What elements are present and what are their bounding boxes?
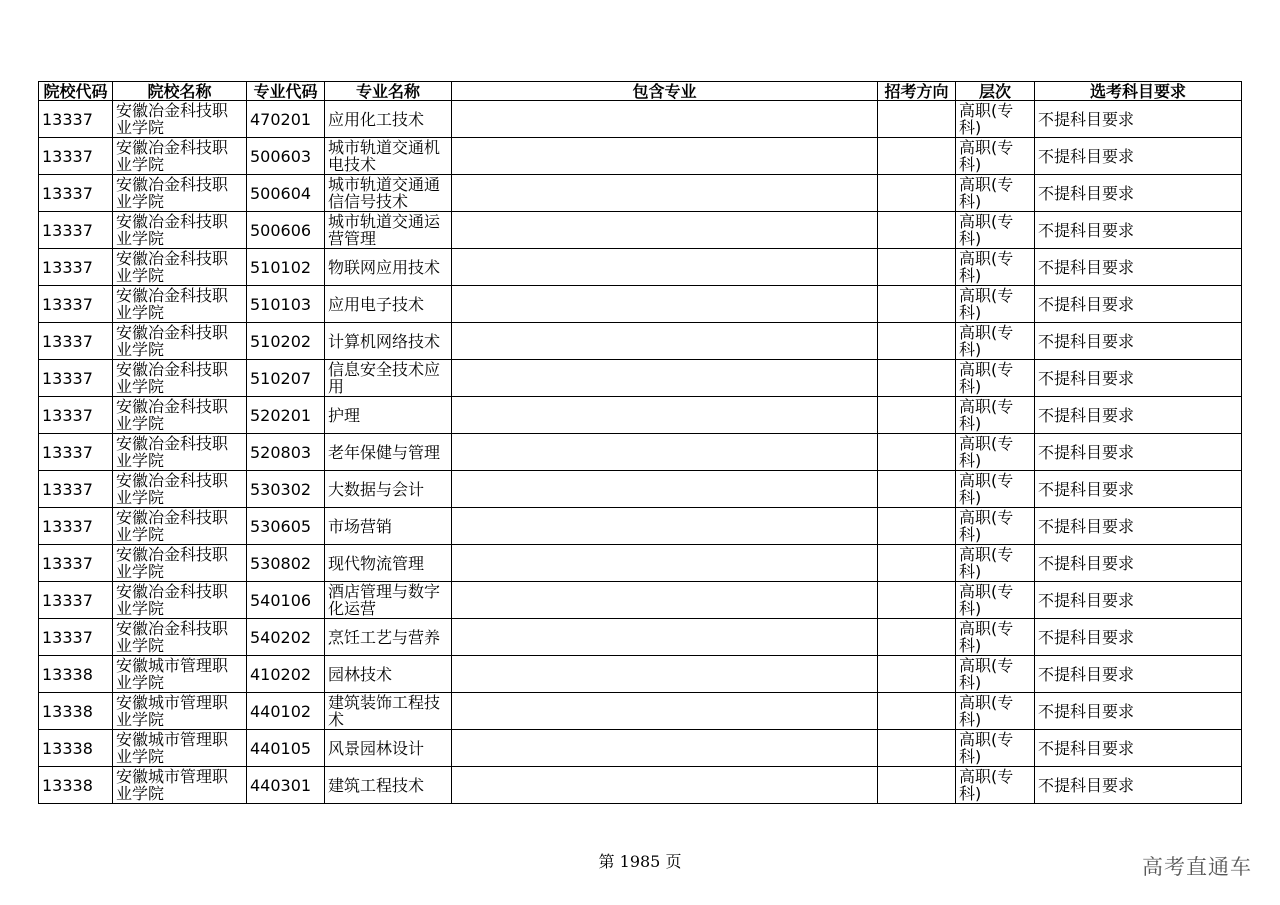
table-row [39,582,1242,619]
cell-included-majors [452,656,878,693]
cell-included-majors [452,693,878,730]
cell-major-name: 建筑工程技术 [325,767,452,804]
cell-major-code: 510202 [247,323,325,360]
cell-subject-requirement: 不提科目要求 [1035,360,1242,397]
cell-school-code: 13337 [39,582,113,619]
cell-school-name: 安徽冶金科技职业学院 [113,323,247,360]
cell-school-name: 安徽冶金科技职业学院 [113,138,247,175]
header-subject-requirement: 选考科目要求 [1035,82,1242,101]
cell-school-name: 安徽冶金科技职业学院 [113,286,247,323]
cell-major-name: 现代物流管理 [325,545,452,582]
cell-direction [878,582,956,619]
cell-included-majors [452,138,878,175]
cell-direction [878,101,956,138]
table-row [39,138,1242,175]
cell-school-name: 安徽城市管理职业学院 [113,693,247,730]
cell-included-majors [452,434,878,471]
cell-subject-requirement: 不提科目要求 [1035,656,1242,693]
cell-major-code: 540202 [247,619,325,656]
cell-major-code: 520201 [247,397,325,434]
cell-major-code: 500603 [247,138,325,175]
cell-direction [878,434,956,471]
cell-direction [878,508,956,545]
cell-major-name: 计算机网络技术 [325,323,452,360]
cell-school-code: 13337 [39,397,113,434]
cell-major-code: 440102 [247,693,325,730]
cell-included-majors [452,767,878,804]
table-row [39,434,1242,471]
cell-major-code: 530302 [247,471,325,508]
cell-school-name: 安徽冶金科技职业学院 [113,471,247,508]
cell-direction [878,767,956,804]
cell-major-name: 城市轨道交通机电技术 [325,138,452,175]
cell-level: 高职(专科) [956,323,1035,360]
header-major-code: 专业代码 [247,82,325,101]
cell-level: 高职(专科) [956,767,1035,804]
cell-level: 高职(专科) [956,212,1035,249]
cell-level: 高职(专科) [956,471,1035,508]
cell-major-code: 470201 [247,101,325,138]
cell-direction [878,656,956,693]
cell-direction [878,730,956,767]
cell-major-code: 510102 [247,249,325,286]
cell-school-code: 13338 [39,767,113,804]
table-row [39,323,1242,360]
cell-major-code: 520803 [247,434,325,471]
cell-school-name: 安徽冶金科技职业学院 [113,360,247,397]
cell-subject-requirement: 不提科目要求 [1035,434,1242,471]
cell-major-code: 440301 [247,767,325,804]
cell-major-name: 老年保健与管理 [325,434,452,471]
cell-subject-requirement: 不提科目要求 [1035,249,1242,286]
cell-subject-requirement: 不提科目要求 [1035,619,1242,656]
cell-school-code: 13337 [39,101,113,138]
cell-school-code: 13337 [39,471,113,508]
cell-school-code: 13337 [39,545,113,582]
cell-included-majors [452,175,878,212]
cell-major-code: 410202 [247,656,325,693]
cell-school-code: 13337 [39,286,113,323]
cell-school-name: 安徽冶金科技职业学院 [113,249,247,286]
cell-school-code: 13337 [39,360,113,397]
table-row [39,360,1242,397]
cell-level: 高职(专科) [956,434,1035,471]
cell-level: 高职(专科) [956,397,1035,434]
cell-subject-requirement: 不提科目要求 [1035,138,1242,175]
cell-level: 高职(专科) [956,582,1035,619]
cell-direction [878,175,956,212]
cell-level: 高职(专科) [956,286,1035,323]
cell-subject-requirement: 不提科目要求 [1035,545,1242,582]
cell-school-name: 安徽冶金科技职业学院 [113,434,247,471]
cell-subject-requirement: 不提科目要求 [1035,397,1242,434]
cell-level: 高职(专科) [956,175,1035,212]
cell-school-code: 13337 [39,323,113,360]
cell-subject-requirement: 不提科目要求 [1035,471,1242,508]
table-row [39,767,1242,804]
table-row [39,693,1242,730]
cell-included-majors [452,286,878,323]
page-number: 第 1985 页 [598,852,682,871]
cell-major-name: 酒店管理与数字化运营 [325,582,452,619]
cell-direction [878,545,956,582]
table-row [39,508,1242,545]
table-row [39,471,1242,508]
cell-major-name: 市场营销 [325,508,452,545]
cell-school-name: 安徽冶金科技职业学院 [113,397,247,434]
table-row [39,212,1242,249]
cell-major-name: 应用电子技术 [325,286,452,323]
cell-included-majors [452,582,878,619]
cell-direction [878,471,956,508]
header-included-majors: 包含专业 [452,82,878,101]
cell-included-majors [452,101,878,138]
cell-subject-requirement: 不提科目要求 [1035,175,1242,212]
cell-level: 高职(专科) [956,693,1035,730]
cell-direction [878,286,956,323]
cell-included-majors [452,545,878,582]
table-row [39,656,1242,693]
cell-school-code: 13337 [39,508,113,545]
cell-level: 高职(专科) [956,249,1035,286]
cell-direction [878,212,956,249]
cell-school-name: 安徽冶金科技职业学院 [113,101,247,138]
cell-subject-requirement: 不提科目要求 [1035,693,1242,730]
cell-school-name: 安徽冶金科技职业学院 [113,582,247,619]
table-row [39,397,1242,434]
cell-school-code: 13338 [39,693,113,730]
header-school-name: 院校名称 [113,82,247,101]
cell-school-code: 13337 [39,249,113,286]
cell-major-name: 城市轨道交通通信信号技术 [325,175,452,212]
cell-school-code: 13338 [39,656,113,693]
cell-subject-requirement: 不提科目要求 [1035,730,1242,767]
cell-direction [878,619,956,656]
cell-major-name: 大数据与会计 [325,471,452,508]
cell-direction [878,323,956,360]
header-row [39,82,1242,101]
cell-included-majors [452,360,878,397]
table-row [39,619,1242,656]
cell-direction [878,138,956,175]
cell-school-code: 13337 [39,212,113,249]
cell-school-name: 安徽城市管理职业学院 [113,767,247,804]
cell-level: 高职(专科) [956,656,1035,693]
header-direction: 招考方向 [878,82,956,101]
cell-included-majors [452,323,878,360]
table-body [39,101,1242,804]
cell-major-name: 护理 [325,397,452,434]
watermark: 高考直通车 [1142,855,1252,879]
table-row [39,175,1242,212]
cell-level: 高职(专科) [956,508,1035,545]
cell-major-code: 440105 [247,730,325,767]
header-major-name: 专业名称 [325,82,452,101]
cell-subject-requirement: 不提科目要求 [1035,101,1242,138]
cell-school-code: 13337 [39,434,113,471]
header-level: 层次 [956,82,1035,101]
cell-major-name: 应用化工技术 [325,101,452,138]
cell-school-name: 安徽冶金科技职业学院 [113,212,247,249]
cell-major-code: 540106 [247,582,325,619]
cell-major-code: 500604 [247,175,325,212]
cell-included-majors [452,397,878,434]
cell-direction [878,693,956,730]
cell-major-name: 风景园林设计 [325,730,452,767]
cell-level: 高职(专科) [956,138,1035,175]
table-row [39,249,1242,286]
cell-major-name: 城市轨道交通运营管理 [325,212,452,249]
cell-school-name: 安徽冶金科技职业学院 [113,619,247,656]
cell-major-code: 510207 [247,360,325,397]
cell-included-majors [452,212,878,249]
cell-school-name: 安徽冶金科技职业学院 [113,175,247,212]
cell-school-code: 13338 [39,730,113,767]
cell-level: 高职(专科) [956,730,1035,767]
cell-level: 高职(专科) [956,619,1035,656]
table-row [39,545,1242,582]
cell-subject-requirement: 不提科目要求 [1035,582,1242,619]
cell-direction [878,360,956,397]
table-row [39,101,1242,138]
cell-major-code: 500606 [247,212,325,249]
cell-major-code: 510103 [247,286,325,323]
cell-major-name: 园林技术 [325,656,452,693]
cell-school-name: 安徽城市管理职业学院 [113,656,247,693]
cell-level: 高职(专科) [956,101,1035,138]
cell-school-code: 13337 [39,619,113,656]
cell-direction [878,249,956,286]
cell-major-name: 信息安全技术应用 [325,360,452,397]
cell-direction [878,397,956,434]
admissions-table [38,81,1242,804]
table-row [39,730,1242,767]
cell-included-majors [452,249,878,286]
cell-school-name: 安徽冶金科技职业学院 [113,508,247,545]
cell-subject-requirement: 不提科目要求 [1035,323,1242,360]
cell-subject-requirement: 不提科目要求 [1035,286,1242,323]
cell-school-code: 13337 [39,138,113,175]
cell-major-code: 530802 [247,545,325,582]
table-row [39,286,1242,323]
cell-school-name: 安徽冶金科技职业学院 [113,545,247,582]
cell-included-majors [452,730,878,767]
cell-included-majors [452,619,878,656]
cell-subject-requirement: 不提科目要求 [1035,212,1242,249]
cell-major-name: 物联网应用技术 [325,249,452,286]
cell-major-code: 530605 [247,508,325,545]
cell-school-name: 安徽城市管理职业学院 [113,730,247,767]
cell-school-code: 13337 [39,175,113,212]
cell-subject-requirement: 不提科目要求 [1035,508,1242,545]
cell-included-majors [452,508,878,545]
cell-level: 高职(专科) [956,545,1035,582]
cell-major-name: 建筑装饰工程技术 [325,693,452,730]
cell-major-name: 烹饪工艺与营养 [325,619,452,656]
cell-level: 高职(专科) [956,360,1035,397]
header-school-code: 院校代码 [39,82,113,101]
cell-included-majors [452,471,878,508]
cell-subject-requirement: 不提科目要求 [1035,767,1242,804]
